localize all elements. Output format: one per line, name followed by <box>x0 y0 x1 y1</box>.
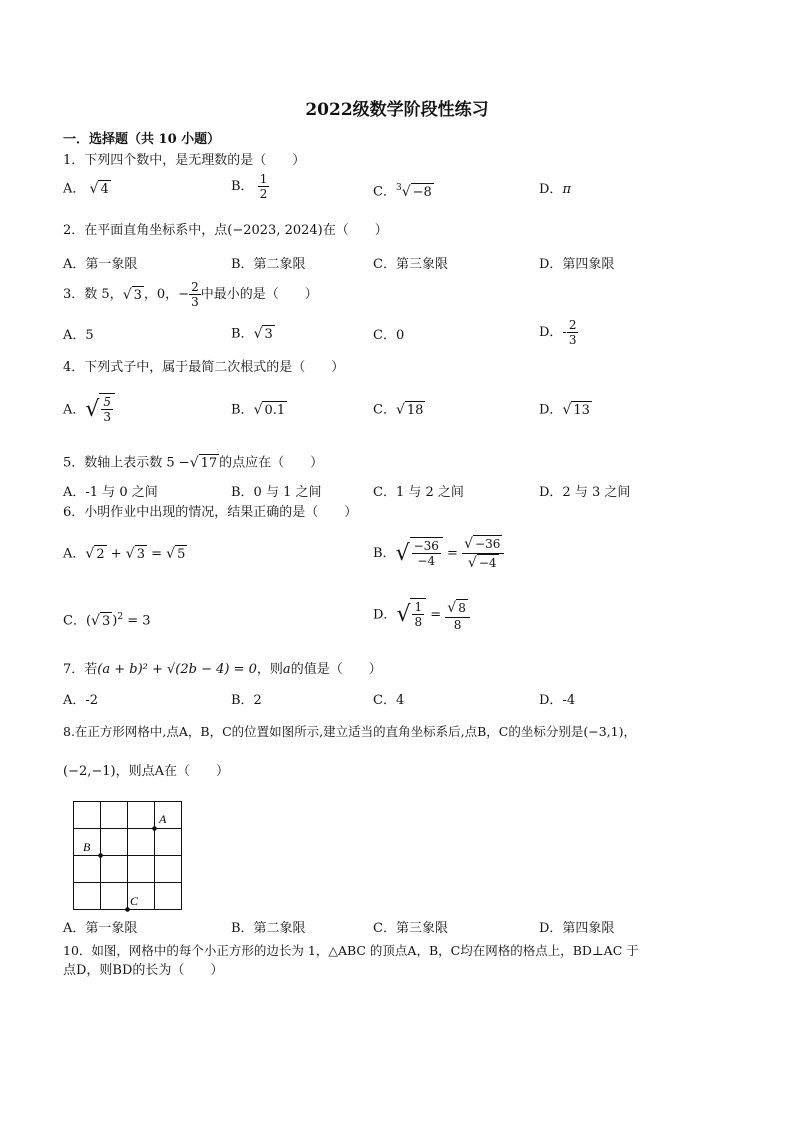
q1-stem: 1．下列四个数中，是无理数的是（ ） <box>63 153 306 168</box>
q4-b-sqrt: √ 0.1 <box>253 402 286 418</box>
q2-option-b: B．第二象限 <box>231 257 306 272</box>
q4-b-radicand: 0.1 <box>264 403 286 418</box>
q8-point-b <box>98 853 103 858</box>
q10-stem-line2: 点D，则BD的长为（ ） <box>63 963 224 978</box>
q7-option-a: A．-2 <box>63 693 99 708</box>
q8-option-b: B．第二象限 <box>231 921 306 936</box>
q6-option-c: C．( √ 3 )$^2$ = 3 <box>63 612 151 629</box>
q1-c-radicand: −8 <box>412 184 432 200</box>
q1-b-den: 2 <box>259 187 268 201</box>
q1-option-c <box>373 180 434 201</box>
q6-b-num: −36 <box>413 538 439 553</box>
q8-label-c: C <box>130 894 139 908</box>
q8-option-c: C．第三象限 <box>373 921 448 936</box>
q4-d-sqrt: √ 13 <box>562 402 590 418</box>
q6-d-num: 1 <box>414 600 423 614</box>
section-heading: 一．选择题（共 10 小题） <box>63 132 221 147</box>
q3-sqrt: √ 3 <box>122 286 142 303</box>
q8-option-a: A．第一象限 <box>63 921 138 936</box>
q5-sqrt: √ 17 <box>189 455 218 471</box>
q4-option-c-label: C． <box>373 402 396 418</box>
q1-option-b-label: B． <box>231 179 254 194</box>
q7-option-b: B．2 <box>231 693 262 708</box>
q3-option-c: C．0 <box>373 328 405 343</box>
q6-b-rden: −4 <box>478 556 497 570</box>
q1-option-b <box>231 172 269 201</box>
q5-option-c: C．1 与 2 之间 <box>373 485 464 500</box>
q3-stem <box>63 280 318 309</box>
q4-option-a <box>63 393 115 427</box>
q4-option-a-label: A． <box>63 402 86 418</box>
q7-stem-pre: 7．若 <box>63 662 98 677</box>
q5-option-b: B．0 与 1 之间 <box>231 485 322 500</box>
q3-option-d-label: D．- <box>539 325 567 340</box>
q4-option-d <box>539 401 592 419</box>
q3-option-b-label: B． <box>231 326 254 342</box>
q3-d-fraction <box>567 318 579 347</box>
q5-option-a: A．-1 与 0 之间 <box>63 485 158 500</box>
q1-c-root: √ −8 <box>401 183 432 200</box>
q3-option-b <box>231 325 275 343</box>
q1-b-num: 1 <box>259 172 268 186</box>
q8-label-b: B <box>83 840 91 854</box>
q1-d-pi: π <box>562 182 571 197</box>
q4-option-b <box>231 401 287 419</box>
q2-option-d: D．第四象限 <box>539 257 615 272</box>
q1-b-fraction <box>258 172 270 201</box>
q6-b-rnum: −36 <box>475 537 501 551</box>
q2-option-c: C．第三象限 <box>373 257 448 272</box>
q3-stem-mid: ，0，− <box>143 287 190 302</box>
q2-option-a: A．第一象限 <box>63 257 138 272</box>
q6-option-c-label: C． <box>63 613 86 629</box>
q7-stem <box>63 662 382 678</box>
q4-option-b-label: B． <box>231 402 254 418</box>
q3-den: 3 <box>191 295 199 309</box>
q5-stem <box>63 454 323 472</box>
q1-c-index: 3 <box>395 183 402 193</box>
q1-option-a <box>63 180 111 198</box>
q6-option-a: A． √ 2 + √ 3 = √ 5 <box>63 546 186 562</box>
q4-a-sqrt: √ $\frac{5}{3}$ <box>85 393 115 427</box>
q7-option-d: D．-4 <box>539 693 576 708</box>
q2-point: (−2023, 2024) <box>227 223 323 238</box>
q8-stem-line1: 8.在正方形网格中,点A，B，C的位置如图所示,建立适当的直角坐标系后,点B，C的坐标分别是(−3,1)， <box>63 724 636 739</box>
q7-var: a <box>282 662 291 677</box>
q5-stem-post: 的点应在（ ） <box>219 455 324 471</box>
q6-option-a-label: A． <box>63 546 86 562</box>
q6-a-r2: 3 <box>136 547 145 562</box>
q4-stem: 4．下列式子中，属于最简二次根式的是（ ） <box>63 360 345 375</box>
q2-stem <box>63 223 388 239</box>
q8-grid-figure <box>68 798 188 913</box>
q6-option-b-label: B． <box>373 546 396 561</box>
page-title: 2022级数学阶段性练习 <box>305 100 489 120</box>
q4-a-den: 3 <box>103 410 112 424</box>
q8-point-a <box>152 826 157 831</box>
q5-option-d: D．2 与 3 之间 <box>539 485 631 500</box>
q7-stem-post: 的值是（ ） <box>290 662 382 677</box>
q2-stem-post: 在（ ） <box>322 223 388 238</box>
q3-radicand: 3 <box>133 287 142 303</box>
q3-b-radicand: 3 <box>264 327 273 342</box>
q2-stem-pre: 2．在平面直角坐标系中，点 <box>63 223 228 238</box>
q3-b-sqrt: √ 3 <box>253 326 273 342</box>
q5-radicand: 17 <box>200 456 218 471</box>
q3-d-den: 3 <box>568 333 577 347</box>
q4-c-radicand: 18 <box>406 403 424 418</box>
q3-num: 2 <box>191 280 199 294</box>
q6-d-den: 8 <box>414 615 423 629</box>
q7-expression: (a + b)² + √(2b − 4) = 0 <box>97 662 257 677</box>
q8-option-d: D．第四象限 <box>539 921 615 936</box>
q1-option-d <box>539 182 571 198</box>
q3-option-d <box>539 318 578 347</box>
q8-label-a: A <box>159 812 167 826</box>
q6-c-rest: = 3 <box>127 613 151 629</box>
q6-d-rden: 8 <box>453 617 462 632</box>
q6-option-d: D． √ $\frac{1}{8}$ = √ 8 8 <box>373 598 470 632</box>
q3-option-a: A．5 <box>63 328 94 343</box>
q1-option-a-label: A． <box>63 181 86 197</box>
q3-stem-post: 中最小的是（ ） <box>200 287 318 302</box>
q6-stem: 6．小明作业中出现的情况，结果正确的是（ ） <box>63 505 358 520</box>
q1-a-sqrt: √ 4 <box>89 181 109 197</box>
q10-stem-line1: 10．如图，网格中的每个小正方形的边长为 1，△ABC 的顶点A，B，C均在网格的格点上，BD⊥AC 于 <box>63 943 639 958</box>
q6-a-r1: 2 <box>96 547 105 562</box>
q8-stem-line2: (−2,−1)，则点A在（ ） <box>63 764 229 779</box>
q6-option-b: B． √ $\frac{-36}{-4}$ = √ −36 √ −4 <box>373 535 504 572</box>
q4-d-radicand: 13 <box>573 403 590 418</box>
q4-a-num: 5 <box>103 395 112 409</box>
q7-option-c: C．4 <box>373 693 405 708</box>
q5-stem-pre: 5．数轴上表示数 5 − <box>63 455 190 471</box>
q3-stem-pre: 3．数 5， <box>63 287 123 302</box>
q6-c-radicand: 3 <box>101 613 111 629</box>
q6-d-rnum: 8 <box>458 600 466 615</box>
q4-option-d-label: D． <box>539 402 563 418</box>
q6-b-den: −4 <box>417 553 436 568</box>
q6-option-d-label: D． <box>373 607 397 623</box>
q3-fraction <box>189 280 201 309</box>
q3-d-num: 2 <box>568 318 577 332</box>
q1-option-d-label: D． <box>539 182 563 197</box>
q1-a-radicand: 4 <box>100 182 109 197</box>
q4-c-sqrt: √ 18 <box>395 402 424 418</box>
q6-a-r3: 5 <box>177 547 186 562</box>
q7-stem-mid: ，则 <box>256 662 283 677</box>
q1-option-c-label: C． <box>373 184 396 200</box>
q4-option-c <box>373 401 425 419</box>
